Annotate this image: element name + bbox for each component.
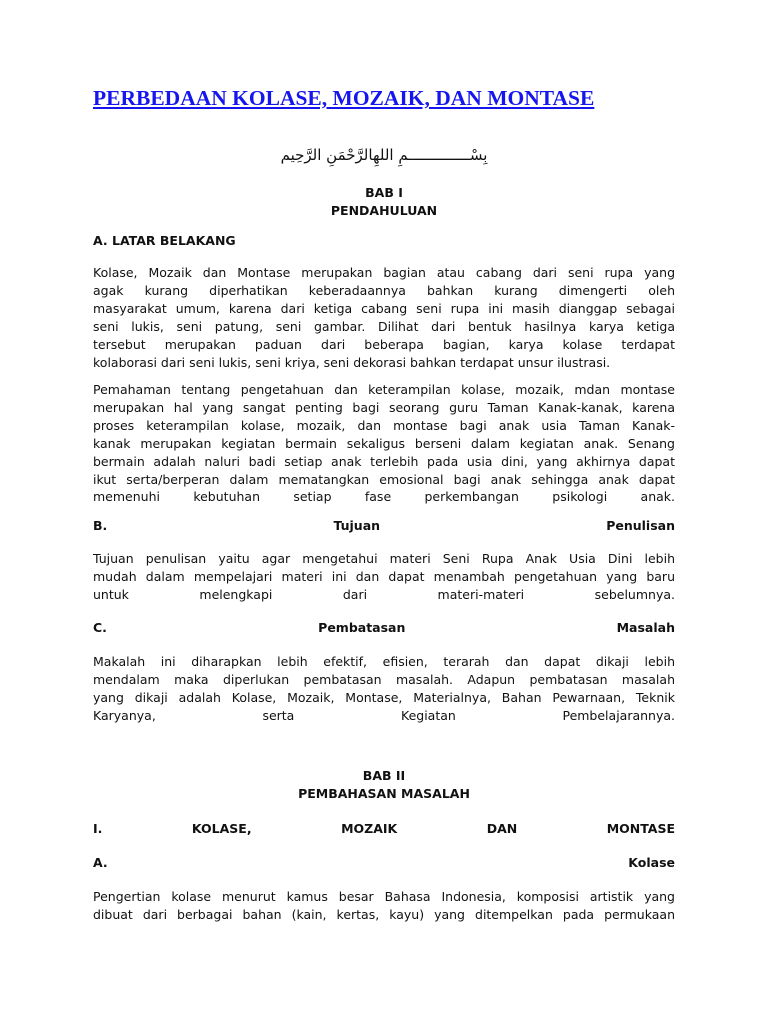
- paragraph-line: mendalam maka diperlukan pembatasan masalah. Adapun pembatasan masalah: [93, 671, 675, 687]
- heading-word: Penulisan: [606, 518, 675, 533]
- paragraph-line: proses keterampilan kolase, mozaik, dan montase bagi anak usia Taman Kanak-: [93, 417, 675, 433]
- bab1-label: BAB I: [365, 185, 403, 200]
- bab1-heading: [0, 184, 768, 220]
- paragraph-line: Makalah ini diharapkan lebih efektif, efisien, terarah dan dapat dikaji lebih: [93, 654, 675, 669]
- paragraph-line: agak kurang diperhatikan keberadaannya bahkan kurang dimengerti oleh: [93, 282, 675, 298]
- paragraph-line: untuk melengkapi dari materi-materi sebelumnya.: [93, 586, 675, 602]
- paragraph-line: Tujuan penulisan yaitu agar mengetahui materi Seni Rupa Anak Usia Dini lebih: [93, 551, 675, 566]
- section-i-heading: [93, 820, 675, 838]
- paragraph-line: Karyanya, serta Kegiatan Pembelajarannya.: [93, 707, 675, 723]
- paragraph-line: mudah dalam mempelajari materi ini dan dapat menambah pengetahuan yang baru: [93, 568, 675, 584]
- paragraph-kolase: [93, 888, 675, 924]
- section-c-heading: [93, 619, 675, 637]
- paragraph-line: yang dikaji adalah Kolase, Mozaik, Montase, Materialnya, Bahan Pewarnaan, Teknik: [93, 689, 675, 705]
- paragraph-line: seni lukis, seni patung, seni gambar. Dilihat dari bentuk hasilnya karya ketiga: [93, 318, 675, 334]
- heading-word: KOLASE,: [191, 821, 252, 836]
- paragraph-line: Pemahaman tentang pengetahuan dan keterampilan kolase, mozaik, mdan montase: [93, 382, 675, 397]
- paragraph-line: memenuhi kebutuhan setiap fase perkembangan psikologi anak.: [93, 489, 675, 505]
- heading-word: DAN: [486, 821, 518, 836]
- paragraph-tujuan: [93, 550, 675, 604]
- bab2-heading: [0, 767, 768, 803]
- paragraph-line: kanak merupakan kegiatan bermain sekaligus berseni dalam kegiatan anak. Senang: [93, 435, 675, 451]
- section-a-heading: A. LATAR BELAKANG: [93, 233, 236, 248]
- paragraph-line: tersebut merupakan paduan dari beberapa bagian, karya kolase terdapat: [93, 336, 675, 352]
- paragraph-line: kolaborasi dari seni lukis, seni kriya, seni dekorasi bahkan terdapat unsur ilustrasi.: [93, 354, 611, 370]
- paragraph-pembatasan: [93, 653, 675, 725]
- heading-word: MOZAIK: [341, 821, 398, 836]
- heading-word: A.: [93, 855, 108, 870]
- heading-word: Masalah: [616, 620, 675, 635]
- section-b-heading: [93, 517, 675, 535]
- paragraph-line: dibuat dari berbagai bahan (kain, kertas, kayu) yang ditempelkan pada permukaan: [93, 906, 675, 922]
- heading-word: Pembatasan: [318, 620, 406, 635]
- heading-word: Kolase: [628, 855, 675, 870]
- heading-word: B.: [93, 518, 108, 533]
- heading-word: I.: [93, 821, 103, 836]
- paragraph-latar-belakang: [93, 264, 675, 371]
- paragraph-line: ikut serta/berperan dalam mematangkan emosional bagi anak sehingga anak dapat: [93, 471, 675, 487]
- section-a2-heading: [93, 854, 675, 872]
- paragraph-pemahaman: [93, 381, 675, 506]
- paragraph-line: Pengertian kolase menurut kamus besar Bahasa Indonesia, komposisi artistik yang: [93, 889, 675, 904]
- basmalah: بِسْــــــــــــــمِ اللهِالرَّحْمَنِ الرَّحِيم: [280, 146, 488, 164]
- bab2-title: PEMBAHASAN MASALAH: [298, 786, 470, 801]
- heading-word: Tujuan: [333, 518, 381, 533]
- paragraph-line: bermain adalah naluri badi setiap anak terlebih pada usia dini, yang akhirnya dapat: [93, 453, 675, 469]
- bab2-label: BAB II: [362, 768, 406, 783]
- paragraph-line: Kolase, Mozaik dan Montase merupakan bagian atau cabang dari seni rupa yang: [93, 265, 675, 280]
- bab1-title: PENDAHULUAN: [330, 203, 438, 218]
- document-title: PERBEDAAN KOLASE, MOZAIK, DAN MONTASE: [93, 86, 595, 110]
- paragraph-line: masyarakat umum, karena dari ketiga cabang seni rupa ini masih dianggap sebagai: [93, 300, 675, 316]
- heading-word: C.: [93, 620, 107, 635]
- heading-word: MONTASE: [606, 821, 675, 836]
- paragraph-line: merupakan hal yang sangat penting bagi seorang guru Taman Kanak-kanak, karena: [93, 399, 675, 415]
